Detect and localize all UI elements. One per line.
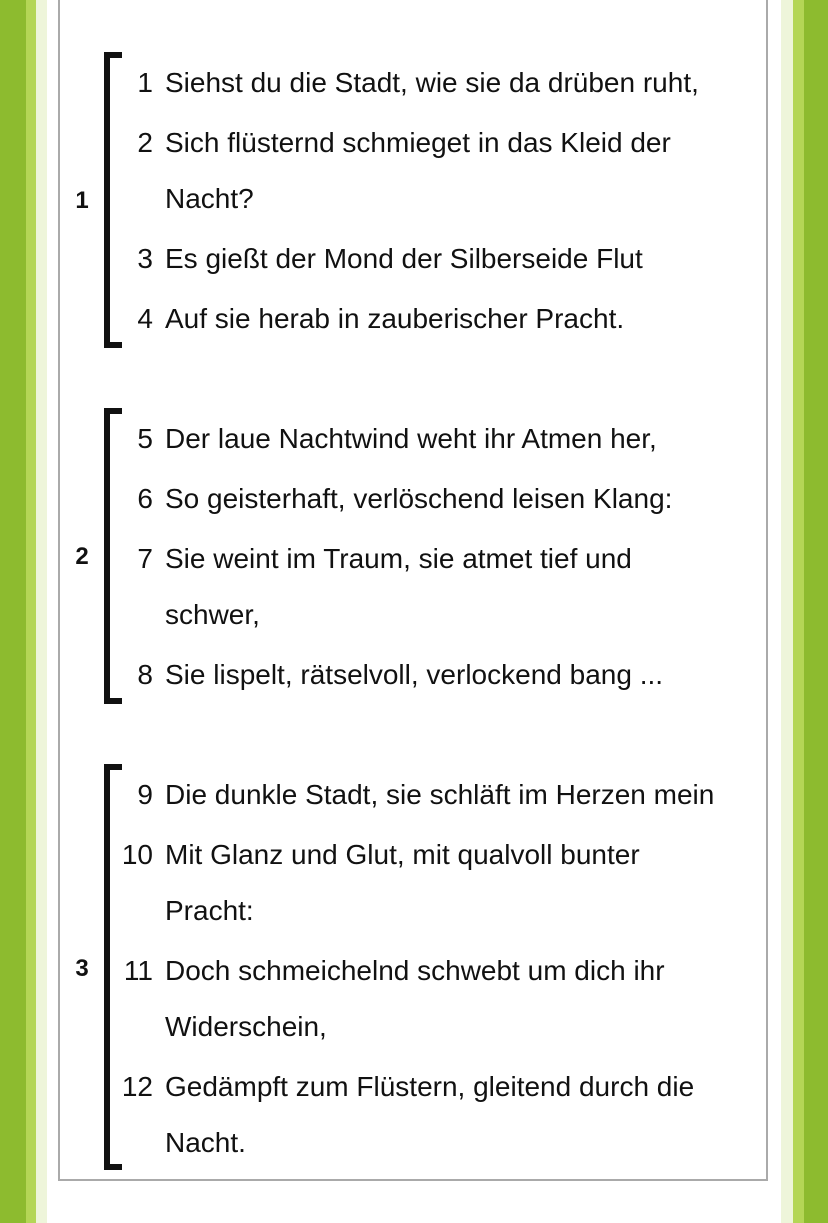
line-number: 1: [137, 67, 153, 98]
poem-container: [58, 0, 768, 1181]
line-number: 4: [137, 303, 153, 334]
verse-line: Mit Glanz und Glut, mit qualvoll bunter Pracht:: [165, 839, 640, 926]
right-border-stripe: [793, 0, 804, 1223]
line-number: 3: [137, 243, 153, 274]
line-number: 12: [121, 1071, 153, 1102]
line-number: 2: [137, 127, 153, 158]
verse-line: Sich flüsternd schmieget in das Kleid der Nacht?: [165, 127, 671, 214]
line-number: 9: [137, 779, 153, 810]
verse-line: Sie lispelt, rätselvoll, verlockend bang ...: [165, 659, 664, 690]
verse-line: Siehst du die Stadt, wie sie da drüben ruht,: [165, 67, 699, 98]
right-border-stripe: [781, 0, 793, 1223]
line-number: 7: [137, 543, 153, 574]
stanza-number: 3: [75, 955, 89, 982]
stanza-number: 1: [75, 187, 89, 214]
left-border-stripe: [0, 0, 26, 1223]
line-number: 10: [121, 839, 153, 870]
verse-line: Es gießt der Mond der Silberseide Flut: [165, 243, 643, 274]
verse-line: Sie weint im Traum, sie atmet tief und schwer,: [165, 543, 632, 630]
right-border-stripe: [804, 0, 828, 1223]
verse-line: Doch schmeichelnd schwebt um dich ihr Widerschein,: [165, 955, 665, 1042]
line-number: 5: [137, 423, 153, 454]
left-border-stripe: [36, 0, 47, 1223]
line-number: 8: [137, 659, 153, 690]
verse-line: Auf sie herab in zauberischer Pracht.: [165, 303, 625, 334]
line-number: 11: [123, 955, 153, 986]
stanza-number: 2: [75, 543, 89, 570]
verse-line: Die dunkle Stadt, sie schläft im Herzen mein: [165, 779, 715, 810]
left-border-stripe: [26, 0, 36, 1223]
verse-line: Gedämpft zum Flüstern, gleitend durch die Nacht.: [165, 1071, 695, 1158]
line-number: 6: [137, 483, 153, 514]
verse-line: So geisterhaft, verlöschend leisen Klang:: [165, 483, 673, 514]
verse-line: Der laue Nachtwind weht ihr Atmen her,: [165, 423, 657, 454]
